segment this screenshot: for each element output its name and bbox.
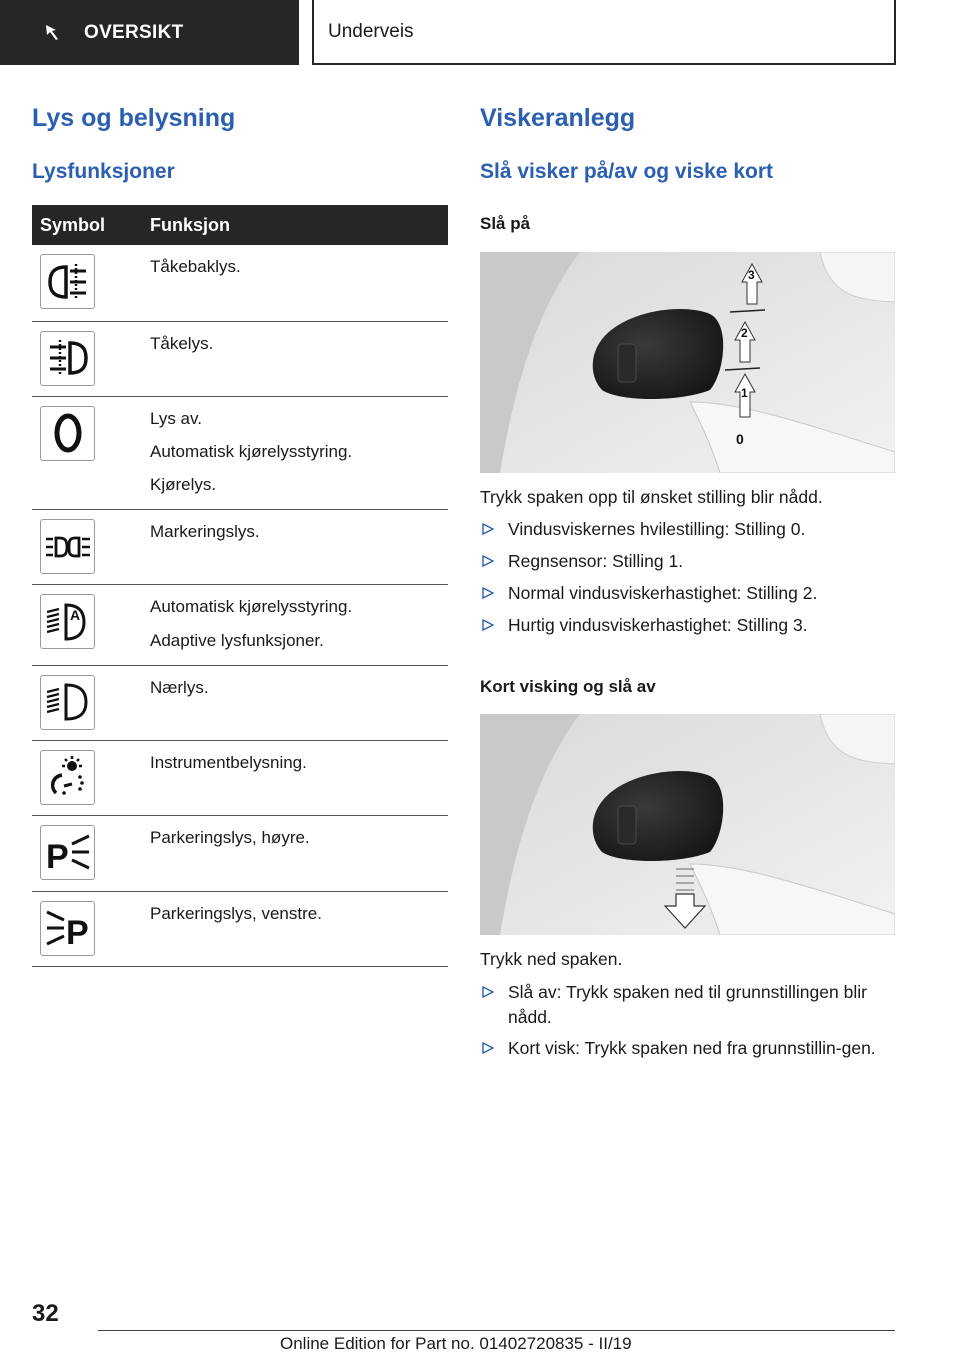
bullet-triangle-icon	[482, 1042, 494, 1054]
lever-position-0-label: 0	[736, 431, 744, 447]
table-row	[32, 396, 448, 510]
function-text: Instrumentbelysning.	[150, 752, 307, 772]
parking-light-left-icon	[40, 901, 95, 956]
footer-edition: Online Edition for Part no. 01402720835 - II/19	[280, 1334, 632, 1353]
function-text: Automatisk kjørelysstyring.	[150, 597, 353, 617]
parking-light-right-icon	[40, 825, 95, 880]
page-number: 32	[32, 1300, 59, 1327]
bullet-triangle-icon	[482, 523, 494, 535]
function-text: Nærlys.	[150, 677, 209, 697]
wiper-lever-down-photo	[480, 714, 895, 935]
section-title-tab	[312, 0, 896, 65]
footer-divider	[98, 1330, 895, 1331]
table-row	[32, 665, 448, 740]
overview-tab[interactable]	[0, 0, 299, 65]
side-marker-light-icon	[40, 519, 95, 574]
function-text: Tåkelys.	[150, 333, 214, 353]
list-item-text: Vindusviskernes hvilestilling: Stilling 0.	[508, 519, 806, 539]
table-row	[32, 245, 448, 321]
bullet-triangle-icon	[482, 555, 494, 567]
list-item	[480, 517, 900, 542]
heading-short-wipe-off: Kort visking og slå av	[480, 677, 656, 696]
function-text: Automatisk kjørelysstyring.	[150, 441, 353, 461]
column-header-function: Funksjon	[150, 205, 448, 245]
table-row	[32, 585, 448, 666]
table-row	[32, 891, 448, 966]
overview-tab-label: OVERSIKT	[84, 21, 184, 43]
lever-position-1-label: 1	[741, 386, 748, 400]
wiper-lever-up-photo	[480, 252, 895, 473]
bullet-triangle-icon	[482, 619, 494, 631]
rear-fog-light-icon	[40, 254, 95, 309]
instruction-push-up: Trykk spaken opp til ønsket stilling blir nådd.	[480, 487, 823, 507]
instrument-lighting-icon	[40, 750, 95, 805]
lever-position-2-label: 2	[741, 326, 748, 340]
svg-text:A: A	[69, 606, 80, 623]
list-item-text: Slå av: Trykk spaken ned til grunnstillingen blir nådd.	[508, 982, 867, 1028]
light-symbols-table	[32, 205, 448, 967]
svg-text:P: P	[65, 914, 89, 953]
subtitle-wiper-on-off: Slå visker på/av og viske kort	[480, 160, 773, 183]
star-pointer-icon	[42, 21, 66, 45]
function-text: Parkeringslys, venstre.	[150, 903, 322, 923]
page-title-lights: Lys og belysning	[32, 104, 236, 132]
list-item	[480, 1036, 880, 1061]
table-row	[32, 740, 448, 815]
bullet-triangle-icon	[482, 587, 494, 599]
function-text: Lys av.	[150, 408, 202, 428]
instruction-push-down: Trykk ned spaken.	[480, 949, 623, 969]
section-title-label: Underveis	[328, 20, 414, 42]
fog-light-icon	[40, 331, 95, 386]
heading-switch-on: Slå på	[480, 214, 531, 233]
function-text: Adaptive lysfunksjoner.	[150, 630, 324, 650]
function-text: Markeringslys.	[150, 522, 260, 542]
list-item-text: Hurtig vindusviskerhastighet: Stilling 3.	[508, 615, 808, 635]
column-header-symbol: Symbol	[32, 205, 150, 245]
function-text: Tåkebaklys.	[150, 257, 241, 276]
lights-off-zero-icon	[40, 406, 95, 461]
table-row	[32, 815, 448, 891]
bullet-triangle-icon	[482, 986, 494, 998]
function-text: Kjørelys.	[150, 475, 217, 494]
subtitle-light-functions: Lysfunksjoner	[32, 160, 175, 183]
table-row	[32, 321, 448, 396]
function-text: Parkeringslys, høyre.	[150, 827, 310, 847]
lever-position-3-label: 3	[748, 268, 755, 282]
page-title-wipers: Viskeranlegg	[480, 104, 636, 132]
list-item-text: Normal vindusviskerhastighet: Stilling 2.	[508, 583, 818, 603]
list-item	[480, 549, 900, 574]
table-row	[32, 510, 448, 585]
svg-text:P: P	[45, 838, 69, 877]
list-item	[480, 980, 880, 1031]
list-item	[480, 581, 900, 606]
list-item	[480, 613, 900, 638]
automatic-headlight-icon	[40, 594, 95, 649]
list-item-text: Kort visk: Trykk spaken ned fra grunnstillin-gen.	[508, 1038, 876, 1058]
list-item-text: Regnsensor: Stilling 1.	[508, 551, 684, 571]
low-beam-icon	[40, 675, 95, 730]
